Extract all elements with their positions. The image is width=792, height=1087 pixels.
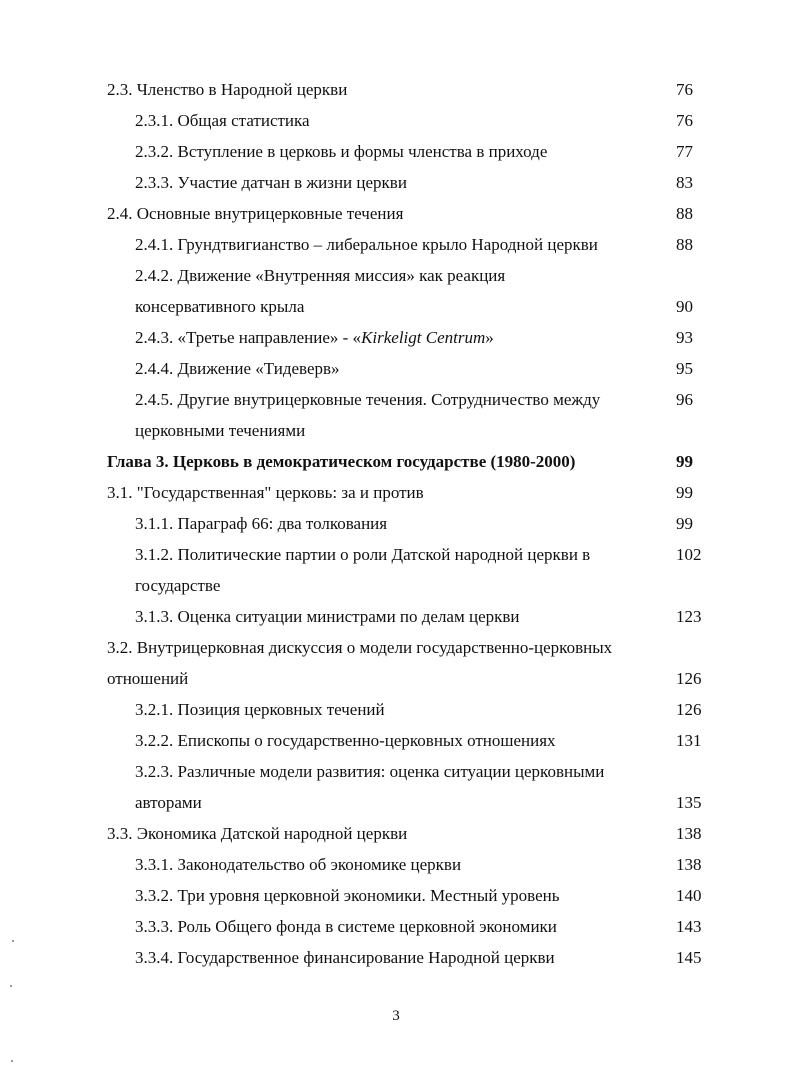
toc-entry-number: 3.1.2. bbox=[135, 545, 174, 564]
toc-entry bbox=[0, 849, 792, 880]
toc-entry bbox=[0, 880, 792, 911]
toc-entry-title: 3.3. Экономика Датской народной церкви bbox=[107, 824, 408, 843]
toc-entry-number: 3.3.2. bbox=[135, 886, 174, 905]
toc-entry-page: 102 bbox=[676, 545, 702, 564]
toc-entry-page: 76 bbox=[676, 80, 693, 99]
toc-entry-number: 2.4.4. bbox=[135, 359, 174, 378]
toc-entry-number: 3.2. bbox=[107, 638, 133, 657]
toc-entry-title: 2.4.5. Другие внутрицерковные течения. Сотрудничество между bbox=[135, 390, 601, 409]
toc-entry-title: консервативного крыла bbox=[135, 297, 305, 316]
toc-entry bbox=[0, 384, 792, 415]
toc-entry-page: 143 bbox=[676, 917, 702, 936]
toc-entry-number: 2.4.5. bbox=[135, 390, 174, 409]
toc-entry-number: 3.3.4. bbox=[135, 948, 174, 967]
toc-entry-number: Глава 3. bbox=[107, 452, 169, 471]
scan-speck bbox=[12, 940, 14, 942]
toc-entry-page: 96 bbox=[676, 390, 693, 409]
toc-entry-page: 88 bbox=[676, 235, 693, 254]
toc-entry bbox=[0, 74, 792, 105]
toc-entry-number: 2.3. bbox=[107, 80, 133, 99]
toc-entry bbox=[0, 167, 792, 198]
toc-entry-title: 2.3.1. Общая статистика bbox=[135, 111, 310, 130]
toc-entry bbox=[0, 260, 792, 291]
toc-entry-title: 3.1. "Государственная" церковь: за и против bbox=[107, 483, 424, 502]
toc-entry-number: 2.4.3. bbox=[135, 328, 174, 347]
toc-entry bbox=[0, 353, 792, 384]
toc-entry-title: 3.2.2. Епископы о государственно-церковных отношениях bbox=[135, 731, 556, 750]
page-number: 3 bbox=[392, 1008, 400, 1024]
toc-entry-page: 138 bbox=[676, 824, 702, 843]
toc-entry-number: 3.1. bbox=[107, 483, 133, 502]
toc-entry-number: 2.3.2. bbox=[135, 142, 174, 161]
toc-entry-title: 2.4. Основные внутрицерковные течения bbox=[107, 204, 404, 223]
toc-entry-page: 145 bbox=[676, 948, 702, 967]
toc-entry-title: 3.3.1. Законодательство об экономике церкви bbox=[135, 855, 462, 874]
toc-entry bbox=[0, 105, 792, 136]
toc-entry bbox=[0, 508, 792, 539]
toc-entry-title: 2.4.1. Грундтвигианство – либеральное крыло Народной церкви bbox=[135, 235, 598, 254]
table-of-contents bbox=[0, 74, 792, 973]
toc-entry bbox=[0, 229, 792, 260]
toc-entry-title: авторами bbox=[135, 793, 202, 812]
toc-entry bbox=[0, 539, 792, 570]
toc-entry-title: 3.1.1. Параграф 66: два толкования bbox=[135, 514, 388, 533]
toc-entry-page: 93 bbox=[676, 328, 693, 347]
toc-entry-page: 95 bbox=[676, 359, 693, 378]
toc-entry bbox=[0, 694, 792, 725]
toc-entry-title: 2.3. Членство в Народной церкви bbox=[107, 80, 348, 99]
toc-entry bbox=[0, 725, 792, 756]
toc-entry-page: 138 bbox=[676, 855, 702, 874]
toc-entry bbox=[0, 570, 792, 601]
toc-entry-number: 3.3.3. bbox=[135, 917, 174, 936]
scan-speck bbox=[10, 985, 12, 987]
toc-entry-number: 3.3. bbox=[107, 824, 133, 843]
toc-entry bbox=[0, 756, 792, 787]
toc-entry-number: 2.4.1. bbox=[135, 235, 174, 254]
toc-entry-page: 131 bbox=[676, 731, 702, 750]
toc-entry-page: 83 bbox=[676, 173, 693, 192]
toc-entry-page: 88 bbox=[676, 204, 693, 223]
toc-entry-page: 135 bbox=[676, 793, 702, 812]
toc-entry-title: 3.3.4. Государственное финансирование Народной церкви bbox=[135, 948, 555, 967]
toc-entry-title: 3.1.2. Политические партии о роли Датской народной церкви в bbox=[135, 545, 591, 564]
toc-entry bbox=[0, 818, 792, 849]
toc-entry-page: 76 bbox=[676, 111, 693, 130]
toc-entry-title: 3.2. Внутрицерковная дискуссия о модели государственно-церковных bbox=[107, 638, 613, 657]
toc-entry-title: Глава 3. Церковь в демократическом государстве (1980-2000) bbox=[107, 452, 576, 471]
toc-entry-title: 2.4.4. Движение «Тидеверв» bbox=[135, 359, 340, 378]
toc-entry bbox=[0, 198, 792, 229]
toc-entry bbox=[0, 415, 792, 446]
toc-entry-title: церковными течениями bbox=[135, 421, 306, 440]
toc-entry-number: 3.2.1. bbox=[135, 700, 174, 719]
toc-entry-title: 3.3.3. Роль Общего фонда в системе церковной экономики bbox=[135, 917, 557, 936]
toc-entry-number: 3.2.2. bbox=[135, 731, 174, 750]
toc-entry-page: 126 bbox=[676, 669, 702, 688]
toc-entry bbox=[0, 446, 792, 477]
toc-entry bbox=[0, 911, 792, 942]
toc-entry-number: 3.3.1. bbox=[135, 855, 174, 874]
toc-entry-number: 3.1.1. bbox=[135, 514, 174, 533]
toc-entry-number: 2.3.1. bbox=[135, 111, 174, 130]
toc-entry-title: 2.4.2. Движение «Внутренняя миссия» как реакция bbox=[135, 266, 506, 285]
toc-entry-number: 3.2.3. bbox=[135, 762, 174, 781]
toc-entry bbox=[0, 477, 792, 508]
toc-entry-page: 77 bbox=[676, 142, 693, 161]
scan-speck bbox=[11, 1060, 13, 1062]
toc-entry-page: 123 bbox=[676, 607, 702, 626]
toc-entry-title: 3.1.3. Оценка ситуации министрами по делам церкви bbox=[135, 607, 520, 626]
toc-entry-page: 90 bbox=[676, 297, 693, 316]
toc-entry bbox=[0, 322, 792, 353]
toc-entry-title: отношений bbox=[107, 669, 189, 688]
toc-entry-title: 2.4.3. «Третье направление» - «Kirkeligt Centrum» bbox=[135, 328, 494, 347]
toc-entry bbox=[0, 291, 792, 322]
toc-entry-title: 2.3.2. Вступление в церковь и формы членства в приходе bbox=[135, 142, 548, 161]
toc-entry-title: 3.2.1. Позиция церковных течений bbox=[135, 700, 385, 719]
toc-entry-number: 2.3.3. bbox=[135, 173, 174, 192]
toc-entry-page: 140 bbox=[676, 886, 702, 905]
toc-entry-number: 2.4. bbox=[107, 204, 133, 223]
toc-entry-title: государстве bbox=[135, 576, 221, 595]
toc-entry bbox=[0, 787, 792, 818]
toc-entry-page: 99 bbox=[676, 452, 693, 471]
toc-entry bbox=[0, 663, 792, 694]
toc-entry-title: 2.3.3. Участие датчан в жизни церкви bbox=[135, 173, 407, 192]
toc-entry-title: 3.2.3. Различные модели развития: оценка ситуации церковными bbox=[135, 762, 605, 781]
toc-entry bbox=[0, 942, 792, 973]
toc-entry bbox=[0, 601, 792, 632]
toc-entry-number: 2.4.2. bbox=[135, 266, 174, 285]
toc-entry-page: 99 bbox=[676, 483, 693, 502]
toc-entry bbox=[0, 136, 792, 167]
toc-entry bbox=[0, 632, 792, 663]
toc-entry-number: 3.1.3. bbox=[135, 607, 174, 626]
toc-entry-page: 126 bbox=[676, 700, 702, 719]
toc-entry-page: 99 bbox=[676, 514, 693, 533]
toc-entry-title: 3.3.2. Три уровня церковной экономики. Местный уровень bbox=[135, 886, 560, 905]
